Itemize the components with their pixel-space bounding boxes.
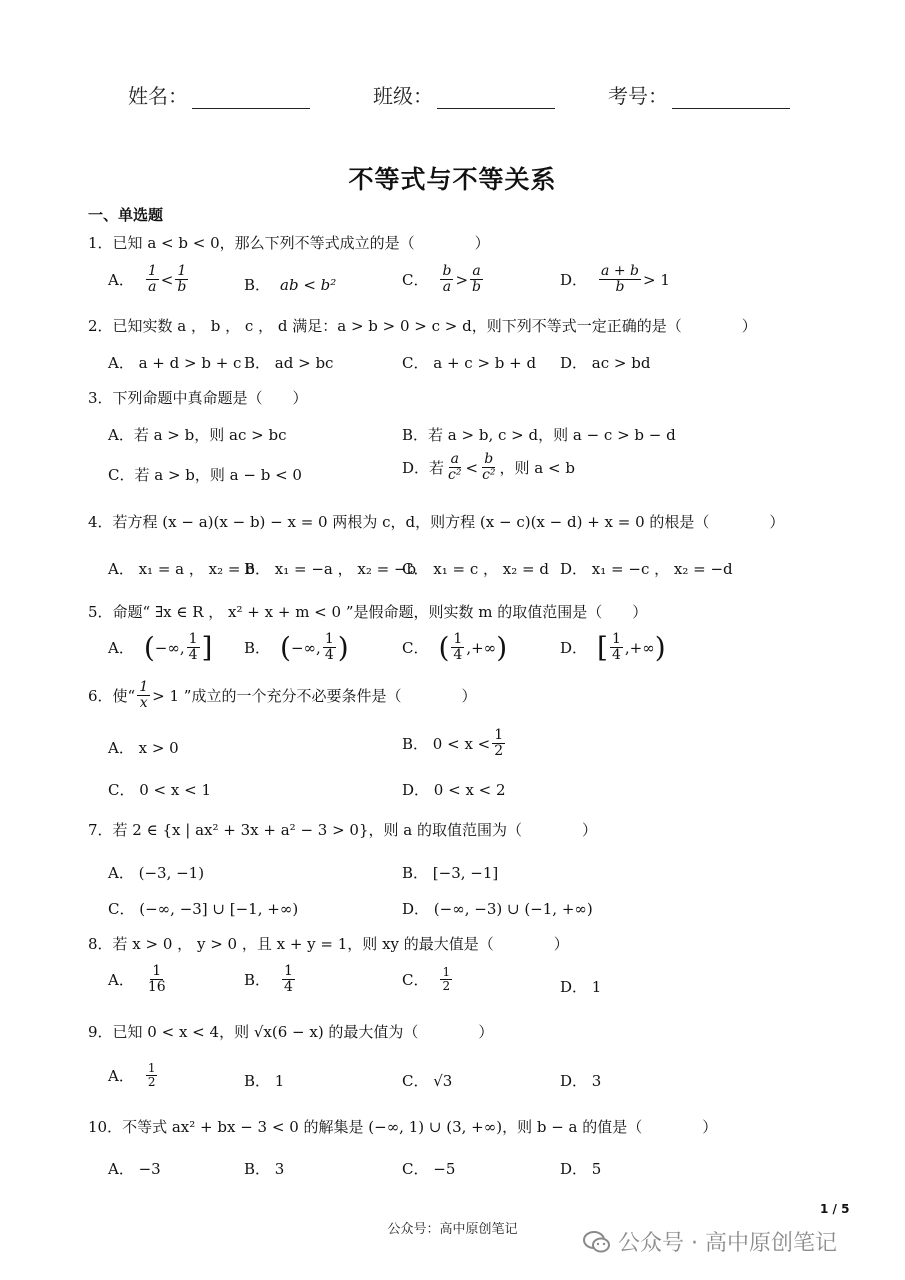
class-field [373, 80, 555, 109]
q2-option-a[interactable]: A． a + d > b + c [108, 354, 242, 372]
q10-option-c[interactable]: C． −5 [402, 1160, 456, 1178]
q8-option-d[interactable]: D． 1 [560, 978, 602, 996]
question-2: 2．已知实数 a ， b ， c ， d 满足：a > b > 0 > c > d，则下列不等式一定正确的是（ ） [88, 317, 757, 335]
q5-option-c[interactable]: C． ( $\frac{1}{4}$ ,+∞ ) [402, 630, 508, 664]
name-field [128, 80, 310, 109]
question-10: 10．不等式 ax² + bx − 3 < 0 的解集是 (−∞, 1) ∪ (3, +∞)，则 b − a 的值是（ ） [88, 1118, 718, 1136]
q8-option-c[interactable]: C． $\frac{1}{2}$ [402, 965, 451, 994]
q7-option-d[interactable]: D． (−∞, −3) ∪ (−1, +∞) [402, 900, 593, 918]
q6-option-d[interactable]: D． 0 < x < 2 [402, 781, 506, 799]
id-label: 考号： [608, 84, 668, 108]
q1-option-c[interactable]: C． $\frac{b}{a}$ > $\frac{a}{b}$ [402, 263, 481, 296]
q4-option-a[interactable]: A． x₁ = a ， x₂ = b [108, 560, 255, 578]
class-blank[interactable] [437, 84, 555, 109]
q4-option-d[interactable]: D． x₁ = −c ， x₂ = −d [560, 560, 733, 578]
id-field [608, 80, 790, 109]
id-blank[interactable] [672, 84, 790, 109]
q7-option-c[interactable]: C． (−∞, −3] ∪ [−1, +∞) [108, 900, 299, 918]
q3-option-c[interactable]: C．若 a > b，则 a − b < 0 [108, 466, 302, 484]
question-6: 6．使“ $\frac{1}{x}$ > 1 ”成立的一个充分不必要条件是（ ） [88, 679, 477, 712]
q10-option-b[interactable]: B． 3 [244, 1160, 285, 1178]
q6-option-a[interactable]: A． x > 0 [108, 739, 179, 757]
q9-option-d[interactable]: D． 3 [560, 1072, 602, 1090]
q6-option-c[interactable]: C． 0 < x < 1 [108, 781, 212, 799]
q6-option-b[interactable]: B． 0 < x < $\frac{1}{2}$ [402, 727, 504, 760]
student-info-row [128, 80, 808, 112]
q10-option-a[interactable]: A． −3 [108, 1160, 161, 1178]
name-blank[interactable] [192, 84, 310, 109]
q1-option-d[interactable]: D． $\frac{a + b}{b}$ > 1 [560, 263, 670, 296]
question-5: 5．命题“ ∃x ∈ R ， x² + x + m < 0 ”是假命题，则实数 m 的取值范围是（ ） [88, 603, 648, 621]
class-label: 班级： [373, 84, 433, 108]
q3-option-b[interactable]: B．若 a > b, c > d，则 a − c > b − d [402, 426, 676, 444]
q8-option-b[interactable]: B． $\frac{1}{4}$ [244, 963, 293, 996]
question-4: 4．若方程 (x − a)(x − b) − x = 0 两根为 c，d，则方程 (x − c)(x − d) + x = 0 的根是（ ） [88, 513, 785, 531]
q5-option-b[interactable]: B． ( −∞, $\frac{1}{4}$ ) [244, 630, 349, 664]
q5-option-d[interactable]: D． [ $\frac{1}{4}$ ,+∞ ) [560, 630, 666, 664]
name-label: 姓名： [128, 84, 188, 108]
q2-option-c[interactable]: C． a + c > b + d [402, 354, 537, 372]
q9-option-a[interactable]: A． $\frac{1}{2}$ [108, 1061, 156, 1090]
q4-option-c[interactable]: C． x₁ = c ， x₂ = d [402, 560, 549, 578]
q4-option-b[interactable]: B． x₁ = −a ， x₂ = −b [244, 560, 417, 578]
page-number: 1 / 5 [820, 1202, 850, 1216]
q9-option-b[interactable]: B． 1 [244, 1072, 285, 1090]
footer-source: 公众号：高中原创笔记 [387, 1222, 518, 1237]
q8-option-a[interactable]: A． $\frac{1}{16}$ [108, 963, 166, 996]
q7-option-a[interactable]: A． (−3, −1) [108, 864, 205, 882]
section-heading: 一、单选题 [88, 206, 164, 224]
question-1: 1．已知 a < b < 0，那么下列不等式成立的是（ ） [88, 234, 490, 252]
q7-option-b[interactable]: B． [−3, −1] [402, 864, 499, 882]
question-8: 8．若 x > 0 ， y > 0 ，且 x + y = 1，则 xy 的最大值是（ ） [88, 935, 569, 953]
q3-option-a[interactable]: A．若 a > b，则 ac > bc [108, 426, 287, 444]
q10-option-d[interactable]: D． 5 [560, 1160, 602, 1178]
q5-option-a[interactable]: A． ( −∞, $\frac{1}{4}$ ] [108, 630, 213, 664]
q1-option-b[interactable]: B． ab < b² [244, 275, 337, 294]
q3-option-d[interactable]: D．若 $\frac{a}{\text{c²}}$ < $\frac{b}{\text{c²}}$ ，则 a < b [402, 451, 575, 484]
q9-option-c[interactable]: C． √3 [402, 1072, 453, 1090]
page-title: 不等式与不等关系 [348, 165, 557, 194]
q1-option-a[interactable]: A． $\frac{1}{a}$ < $\frac{1}{b}$ [108, 263, 187, 296]
question-7: 7．若 2 ∈ {x | ax² + 3x + a² − 3 > 0}，则 a 的取值范围为（ ） [88, 821, 597, 839]
question-9: 9．已知 0 < x < 4，则 √x(6 − x) 的最大值为（ ） [88, 1023, 494, 1041]
q2-option-b[interactable]: B． ad > bc [244, 354, 334, 372]
question-3: 3．下列命题中真命题是（ ） [88, 389, 308, 407]
watermark: 公众号 · 高中原创笔记 [582, 1226, 837, 1257]
q2-option-d[interactable]: D． ac > bd [560, 354, 651, 372]
wechat-icon [582, 1227, 612, 1257]
